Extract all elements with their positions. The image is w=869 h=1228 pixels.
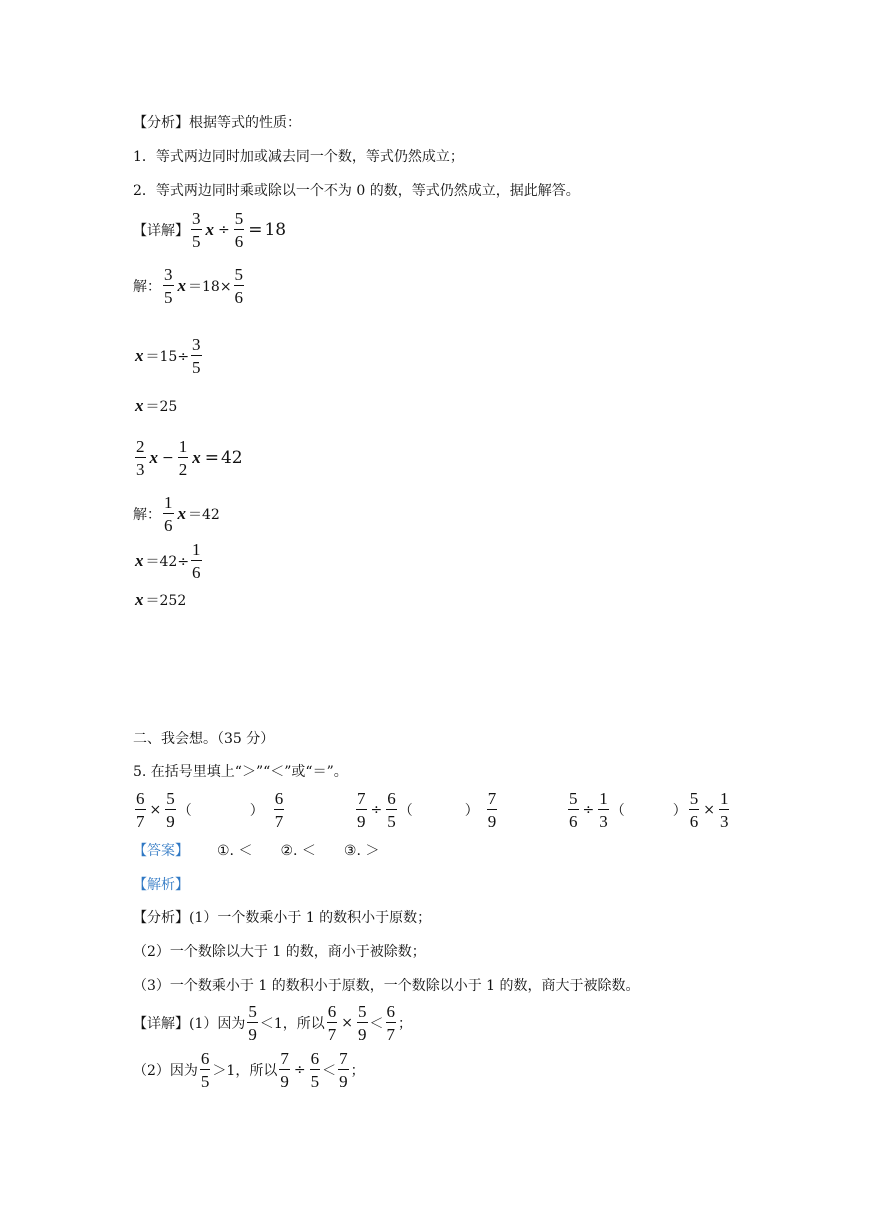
less-than: ＜ <box>322 1063 337 1079</box>
solution-step-2 <box>133 336 204 376</box>
fraction: $\frac{7}{9}$ <box>487 789 497 831</box>
semicolon: ； <box>398 1016 413 1032</box>
question-5: 5. 在括号里填上“＞”“＜”或“＝”。 <box>133 764 348 780</box>
analysis2-line-3: （3）一个数乘小于 1 的数积小于原数，一个数除以小于 1 的数，商大于被除数。 <box>133 978 640 994</box>
equation-2 <box>133 438 243 478</box>
analysis2-line-1: 【分析】(1）一个数乘小于 1 的数积小于原数； <box>133 910 432 926</box>
detail-prefix: （2）因为 <box>133 1063 198 1079</box>
semicolon: ； <box>350 1063 365 1079</box>
answer-3: ③. ＞ <box>343 843 380 859</box>
fraction: $\frac{1}{6}$ <box>192 540 201 582</box>
operator: ÷ <box>293 1062 306 1078</box>
fraction: $\frac{5}{6}$ <box>569 789 578 831</box>
fraction: $\frac{1}{3}$ <box>599 789 608 831</box>
answer-2: ②. ＜ <box>280 843 316 859</box>
rhs: ＝25 <box>145 399 178 415</box>
variable-x: x <box>177 276 186 295</box>
left-paren: （ <box>610 803 625 819</box>
solution-step-4 <box>133 494 220 534</box>
operator: × <box>149 802 162 818</box>
rhs: ＝42÷ <box>145 554 190 570</box>
solution-step-1 <box>133 266 246 306</box>
analysis-line-3: 2．等式两边同时乘或除以一个不为 0 的数，等式仍然成立，据此解答。 <box>133 183 580 199</box>
compare-item-1 <box>133 790 286 830</box>
less-than: ＜ <box>369 1016 384 1032</box>
rhs: ＝15÷ <box>145 349 190 365</box>
fraction: $\frac{6}{7}$ <box>327 1002 337 1044</box>
fraction: $\frac{3}{5}$ <box>192 335 201 377</box>
rhs: ＝252 <box>145 593 187 609</box>
solution-label: 解： <box>133 279 161 295</box>
fraction: $\frac{5}{6}$ <box>234 209 244 251</box>
variable-x: x <box>192 448 201 467</box>
left-paren: （ <box>177 803 192 819</box>
variable-x: x <box>149 448 158 467</box>
right-paren: ） <box>249 803 264 819</box>
analysis2-line-2: （2）一个数除以大于 1 的数，商小于被除数； <box>133 944 426 960</box>
operator: ÷ <box>582 802 595 818</box>
solution-step-3 <box>133 396 177 416</box>
fraction: $\frac{5}{9}$ <box>248 1002 257 1044</box>
variable-x: x <box>135 590 144 609</box>
right-paren: ） <box>672 803 687 819</box>
fraction: $\frac{6}{5}$ <box>387 789 396 831</box>
detail-prefix: 【详解】(1）因为 <box>133 1016 246 1032</box>
operator: × <box>703 802 715 818</box>
variable-x: x <box>135 346 144 365</box>
rhs: ＝42 <box>188 507 220 523</box>
solution-step-5 <box>133 541 204 581</box>
fraction: $\frac{6}{7}$ <box>386 1002 396 1044</box>
equals: = <box>204 448 219 468</box>
fraction: $\frac{6}{5}$ <box>200 1049 210 1091</box>
detail-equation-1 <box>133 210 286 250</box>
fraction: $\frac{1}{6}$ <box>164 493 173 535</box>
section-heading: 二、我会想。（35 分） <box>133 731 275 747</box>
detail-label: 【详解】 <box>133 223 189 239</box>
fraction: $\frac{7}{9}$ <box>357 789 366 831</box>
analysis-line-1: 【分析】根据等式的性质： <box>133 115 301 131</box>
fraction: $\frac{7}{9}$ <box>280 1049 289 1091</box>
fraction: $\frac{1}{2}$ <box>178 437 188 479</box>
fraction: $\frac{5}{6}$ <box>689 789 699 831</box>
solution-step-6 <box>133 590 186 610</box>
compare-item-2 <box>354 790 499 830</box>
analysis-line-2: 1．等式两边同时加或减去同一个数，等式仍然成立； <box>133 149 464 165</box>
rhs: 18 <box>264 220 287 240</box>
variable-x: x <box>177 504 186 523</box>
jiexi-label: 【解析】 <box>133 877 189 893</box>
fraction: $\frac{6}{7}$ <box>274 789 284 831</box>
operator: × <box>341 1015 354 1031</box>
answer-label: 【答案】 <box>133 843 189 859</box>
rhs: ＝18× <box>188 279 232 295</box>
fraction: $\frac{5}{9}$ <box>166 789 175 831</box>
fraction: $\frac{7}{9}$ <box>339 1049 348 1091</box>
compare-item-3 <box>566 790 731 830</box>
fraction: $\frac{3}{5}$ <box>164 265 173 307</box>
right-paren: ） <box>464 803 479 819</box>
left-paren: （ <box>398 803 413 819</box>
variable-x: x <box>205 220 214 239</box>
detail2-line-2 <box>133 1050 365 1090</box>
detail2-line-1 <box>133 1003 412 1043</box>
operator: − <box>162 450 174 466</box>
fraction: $\frac{6}{7}$ <box>136 789 145 831</box>
answer-line <box>133 840 379 860</box>
fraction: $\frac{3}{5}$ <box>192 209 201 251</box>
detail-mid: ＜1，所以 <box>259 1016 325 1032</box>
detail-mid: ＞1，所以 <box>212 1063 278 1079</box>
operator: ÷ <box>218 222 230 238</box>
equals: = <box>248 220 263 240</box>
rhs: 42 <box>220 448 243 468</box>
fraction: $\frac{5}{9}$ <box>358 1002 367 1044</box>
fraction: $\frac{5}{6}$ <box>234 265 244 307</box>
answer-1: ①. ＜ <box>217 843 253 859</box>
variable-x: x <box>135 551 144 570</box>
variable-x: x <box>135 396 144 415</box>
solution-label: 解： <box>133 507 161 523</box>
fraction: $\frac{1}{3}$ <box>719 789 729 831</box>
operator: ÷ <box>370 802 383 818</box>
fraction: $\frac{2}{3}$ <box>136 437 145 479</box>
fraction: $\frac{6}{5}$ <box>310 1049 320 1091</box>
